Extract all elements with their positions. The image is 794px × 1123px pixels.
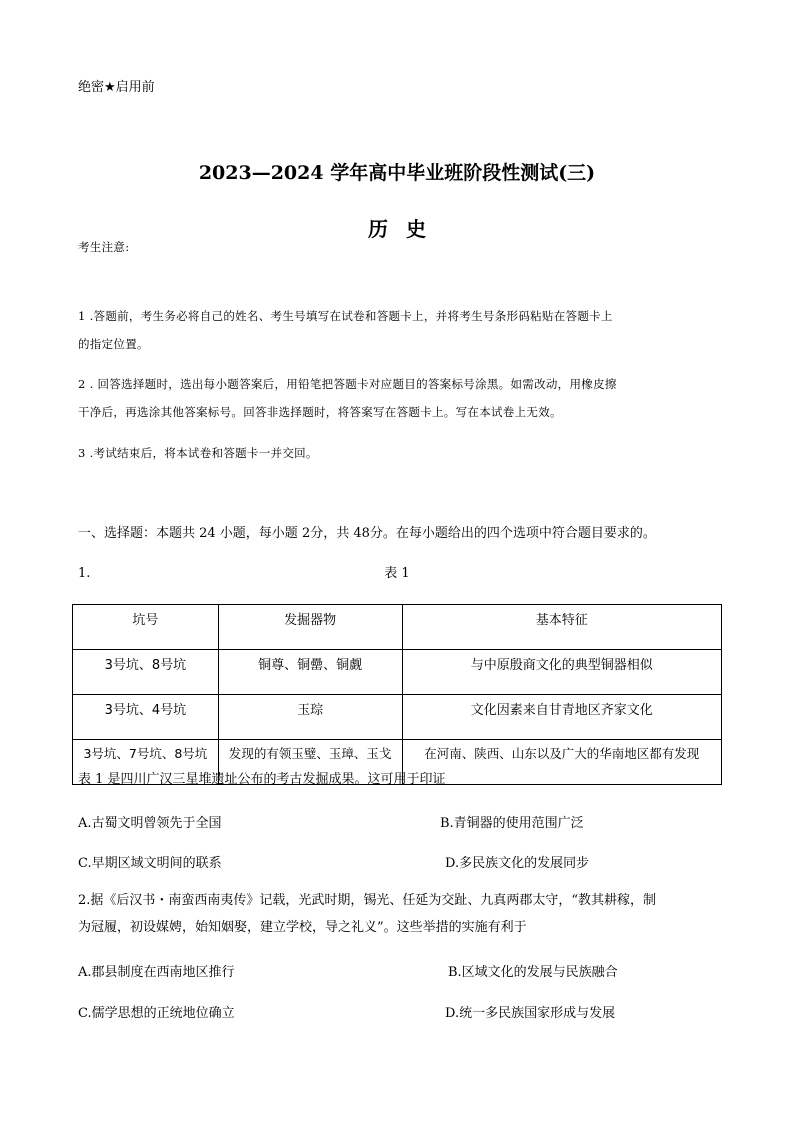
question-2-option-b: B.区域文化的发展与民族融合: [448, 965, 618, 980]
table-row: [73, 650, 722, 695]
question-2-option-c: C.儒学思想的正统地位确立: [78, 1006, 235, 1021]
notice-heading: 考生注意:: [78, 240, 130, 254]
notice-item-3: 3 .考试结束后，将本试卷和答题卡一并交回。: [78, 446, 318, 460]
question-1-number: 1.: [78, 566, 91, 581]
notice-item-2-line-2: 干净后，再选涂其他答案标号。回答非选择题时，将答案写在答题卡上。写在本试卷上无效。: [78, 405, 562, 419]
table-cell: 铜尊、铜罍、铜觑: [218, 650, 402, 695]
table-header-cell: 基本特征: [402, 605, 722, 650]
question-1-stem: 表 1 是四川广汉三星堆遗址公布的考古发掘成果。这可用于印证: [78, 772, 446, 787]
table-cell: 发现的有领玉璧、玉璋、玉戈: [218, 740, 402, 785]
question-2-option-d: D.统一多民族国家形成与发展: [445, 1006, 616, 1021]
question-1-option-b: B.青铜器的使用范围广泛: [440, 816, 584, 831]
table-cell: 与中原殷商文化的典型铜器相似: [402, 650, 722, 695]
question-2-option-a: A.郡县制度在西南地区推行: [78, 965, 235, 980]
table-row: [73, 695, 722, 740]
table-cell: 玉琮: [218, 695, 402, 740]
table-cell: 在河南、陕西、山东以及广大的华南地区都有发现: [402, 740, 722, 785]
notice-item-1-line-2: 的指定位置。: [78, 337, 149, 351]
question-2-stem-line-2: 为冠履，初设媒娉，始知姻娶，建立学校，导之礼义”。这些举措的实施有利于: [78, 920, 527, 935]
table-cell: 文化因素来自甘青地区齐家文化: [402, 695, 722, 740]
table-header-cell: 坑号: [73, 605, 219, 650]
subject-title: 历史: [368, 217, 444, 241]
question-1-option-c: C.早期区域文明间的联系: [78, 856, 222, 871]
excavation-table: [72, 604, 722, 785]
exam-title: 2023—2024 学年高中毕业班阶段性测试(三): [198, 162, 596, 184]
section-heading: 一、选择题：本题共 24 小题，每小题 2分，共 48分。在每小题给出的四个选项中符合题目要求的。: [78, 526, 656, 541]
notice-item-1-line-1: 1 .答题前，考生务必将自己的姓名、考生号填写在试卷和答题卡上，并将考生号条形码粘贴在答题卡上: [78, 309, 613, 323]
table-cell: 3号坑、4号坑: [73, 695, 219, 740]
table-caption: 表 1: [384, 566, 410, 581]
table-header-cell: 发掘器物: [218, 605, 402, 650]
table-cell: 3号坑、8号坑: [73, 650, 219, 695]
question-2-stem-line-1: 2.据《后汉书・南蛮西南夷传》记载，光武时期，锡光、任延为交趾、九真两郡太守，“教其耕稼，制: [78, 893, 657, 908]
confidential-label: 绝密★启用前: [78, 80, 155, 95]
table-cell: 3号坑、7号坑、8号坑: [73, 740, 219, 785]
notice-item-2-line-1: 2 . 回答选择题时，选出每小题答案后，用铅笔把答题卡对应题目的答案标号涂黑。如需改动，用橡皮擦: [78, 377, 617, 391]
table-header-row: [73, 605, 722, 650]
question-1-option-a: A.古蜀文明曾领先于全国: [78, 816, 222, 831]
question-1-option-d: D.多民族文化的发展同步: [445, 856, 590, 871]
